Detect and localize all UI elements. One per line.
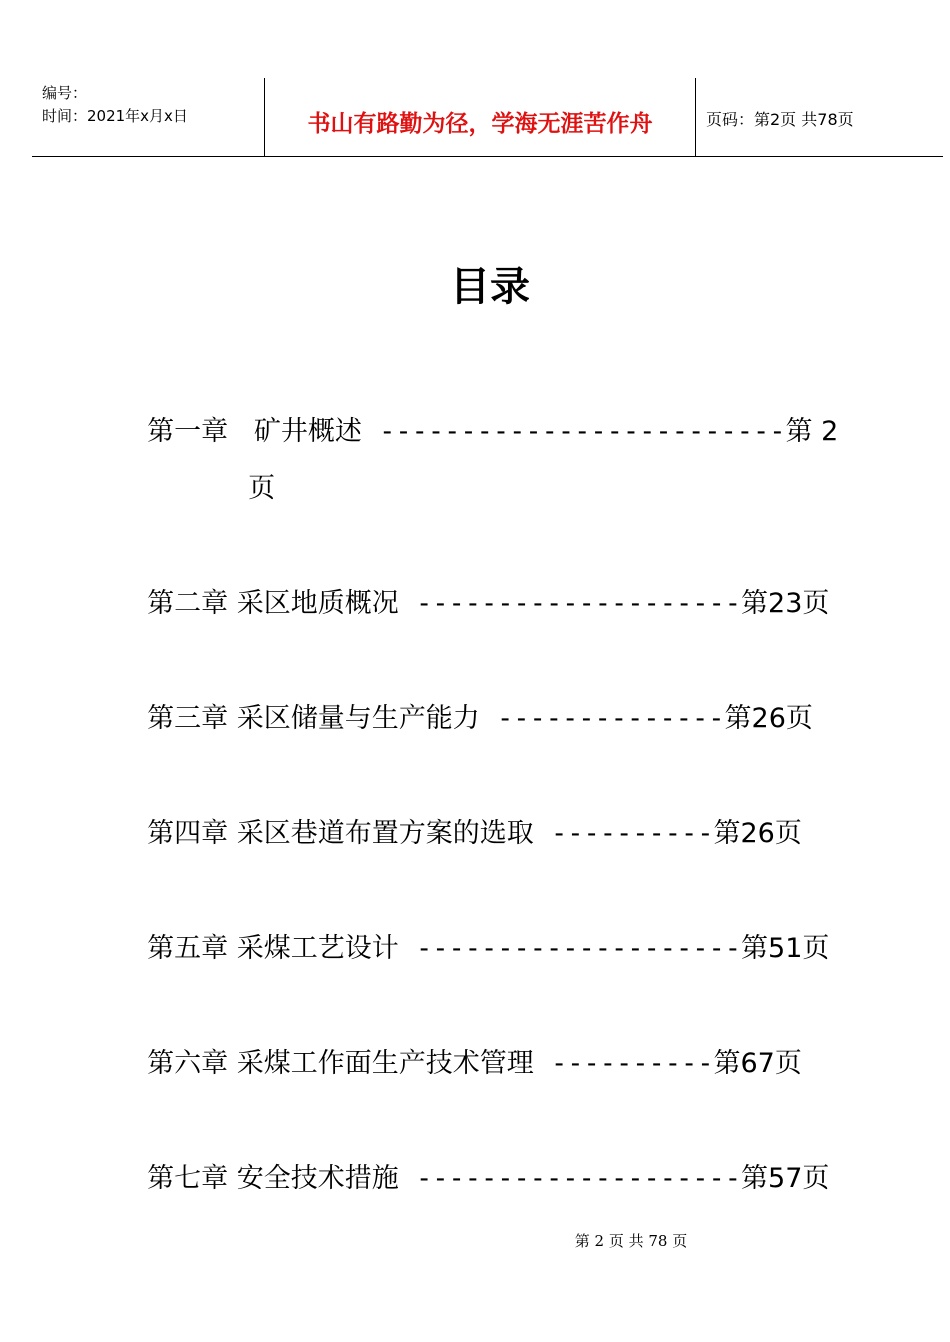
toc-entry-6[interactable]	[130, 1010, 802, 1080]
header-meta-cell	[32, 78, 265, 156]
toc-page: 第57页	[741, 1163, 830, 1194]
toc-chapter: 第一章	[147, 416, 229, 447]
toc-chapter: 第三章	[147, 703, 229, 734]
toc-chapter: 第六章	[147, 1048, 229, 1079]
toc-page: 第 2	[785, 416, 839, 447]
toc-page: 第51页	[741, 933, 830, 964]
toc-chapter: 第四章	[147, 818, 229, 849]
toc-leader: ----------	[550, 1048, 714, 1079]
toc-page: 第67页	[713, 1048, 802, 1079]
toc-leader: --------------	[496, 703, 725, 734]
toc-page-wrap: 页	[248, 473, 276, 504]
toc-leader: --------------------	[415, 1163, 742, 1194]
toc-leader: --------------------	[415, 933, 742, 964]
toc-page: 第26页	[713, 818, 802, 849]
page-header	[32, 78, 943, 157]
toc-chapter: 第五章	[147, 933, 229, 964]
toc-title: 采煤工作面生产技术管理	[236, 1048, 534, 1079]
header-page-cell	[696, 78, 943, 156]
toc-chapter: 第二章	[147, 588, 229, 619]
toc-leader: ----------	[550, 818, 714, 849]
page-footer: 第 2 页 共 78 页	[574, 1232, 688, 1250]
toc-title: 采区地质概况	[236, 588, 399, 619]
toc-page: 第26页	[724, 703, 813, 734]
toc-title: 采区储量与生产能力	[236, 703, 480, 734]
toc-title: 采区巷道布置方案的选取	[236, 818, 534, 849]
toc-entry-2[interactable]	[130, 550, 829, 620]
toc-entry-4[interactable]	[130, 780, 802, 850]
toc-entry-1-wrap	[231, 435, 275, 505]
toc-chapter: 第七章	[147, 1163, 229, 1194]
toc-leader: -------------------------	[379, 416, 786, 447]
document-date-label: 时间：2021年x月x日	[42, 107, 188, 125]
toc-entry-5[interactable]	[130, 895, 829, 965]
toc-page: 第23页	[741, 588, 830, 619]
page-title: 目录	[450, 264, 530, 310]
header-motto: 书山有路勤为径，学海无涯苦作舟	[307, 111, 653, 137]
header-page-number: 页码：第2页 共78页	[706, 110, 854, 129]
header-motto-cell	[265, 78, 696, 156]
toc-entry-7[interactable]	[130, 1125, 829, 1195]
toc-title: 采煤工艺设计	[236, 933, 399, 964]
toc-leader: --------------------	[415, 588, 742, 619]
toc-entry-3[interactable]	[130, 665, 813, 735]
toc-title: 安全技术措施	[236, 1163, 399, 1194]
document-number-label: 编号：	[42, 84, 88, 102]
toc-title: 矿井概述	[253, 416, 362, 447]
